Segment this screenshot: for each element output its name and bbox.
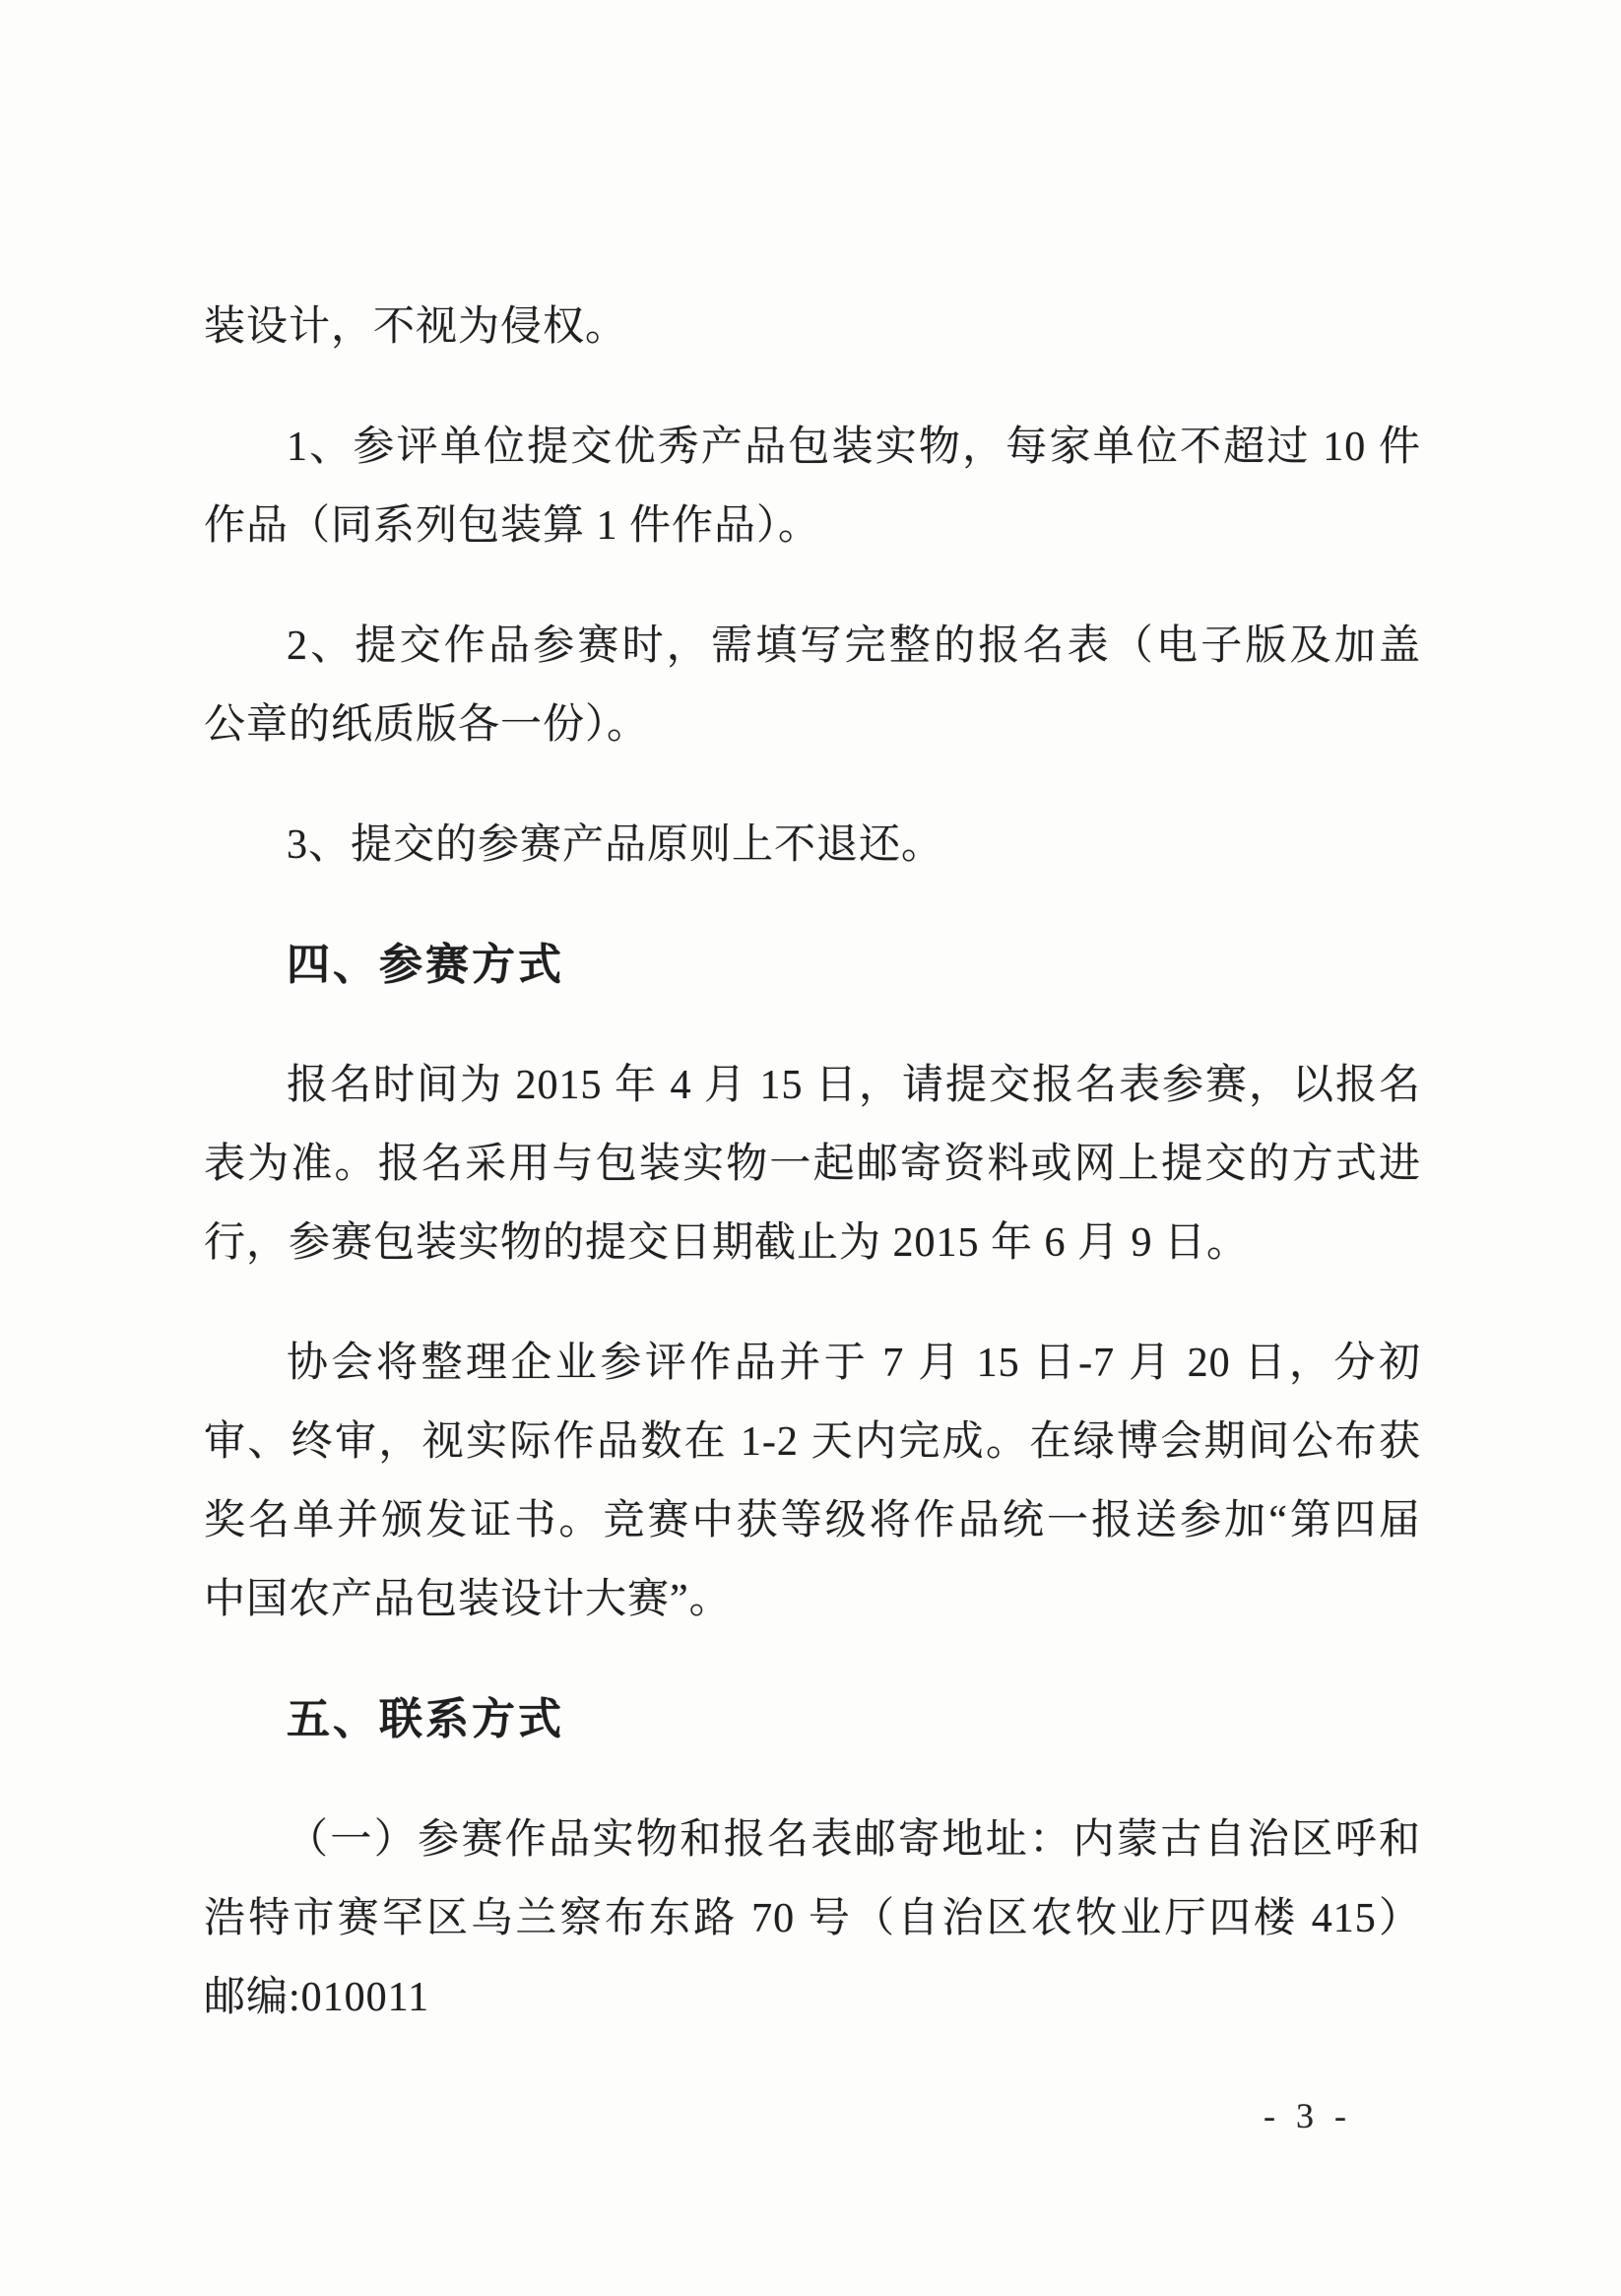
page-number: - 3 - <box>1264 2096 1352 2135</box>
text-line: 奖名单并颁发证书。竞赛中获等级将作品统一报送参加“第四届 <box>204 1498 1421 1543</box>
document-content <box>204 288 1421 2078</box>
paragraph <box>204 1801 1421 2037</box>
text-line: 中国农产品包装设计大赛”。 <box>204 1577 732 1622</box>
text-line: 浩特市赛罕区乌兰察布东路 70 号（自治区农牧业厅四楼 415） <box>204 1896 1421 1941</box>
section-heading <box>204 926 1421 1005</box>
text-line: 1、参评单位提交优秀产品包装实物，每家单位不超过 10 件 <box>287 425 1421 470</box>
text-line: 行，参赛包装实物的提交日期截止为 2015 年 6 月 9 日。 <box>204 1220 1250 1266</box>
paragraph <box>204 806 1421 885</box>
paragraph <box>204 607 1421 764</box>
paragraph <box>204 288 1421 366</box>
text-line: 邮编:010011 <box>204 1975 430 2020</box>
text-line: 装设计，不视为侵权。 <box>204 304 628 350</box>
text-line: 公章的纸质版各一份）。 <box>204 702 650 748</box>
text-line: 作品（同系列包装算 1 件作品）。 <box>204 503 821 549</box>
section-heading <box>204 1680 1421 1759</box>
paragraph <box>204 1324 1421 1639</box>
text-line: 3、提交的参赛产品原则上不退还。 <box>287 822 944 868</box>
section-heading-text: 五、联系方式 <box>287 1695 564 1743</box>
paragraph <box>204 408 1421 565</box>
text-line: 报名时间为 2015 年 4 月 15 日，请提交报名表参赛，以报名 <box>287 1063 1421 1108</box>
text-line: （一）参赛作品实物和报名表邮寄地址：内蒙古自治区呼和 <box>287 1817 1421 1863</box>
text-line: 2、提交作品参赛时，需填写完整的报名表（电子版及加盖 <box>287 623 1421 669</box>
text-line: 协会将整理企业参评作品并于 7 月 15 日-7 月 20 日，分初 <box>287 1341 1421 1386</box>
section-heading-text: 四、参赛方式 <box>287 941 564 989</box>
paragraph <box>204 1046 1421 1282</box>
text-line: 审、终审，视实际作品数在 1-2 天内完成。在绿博会期间公布获 <box>204 1419 1421 1465</box>
text-line: 表为准。报名采用与包装实物一起邮寄资料或网上提交的方式进 <box>204 1142 1421 1187</box>
